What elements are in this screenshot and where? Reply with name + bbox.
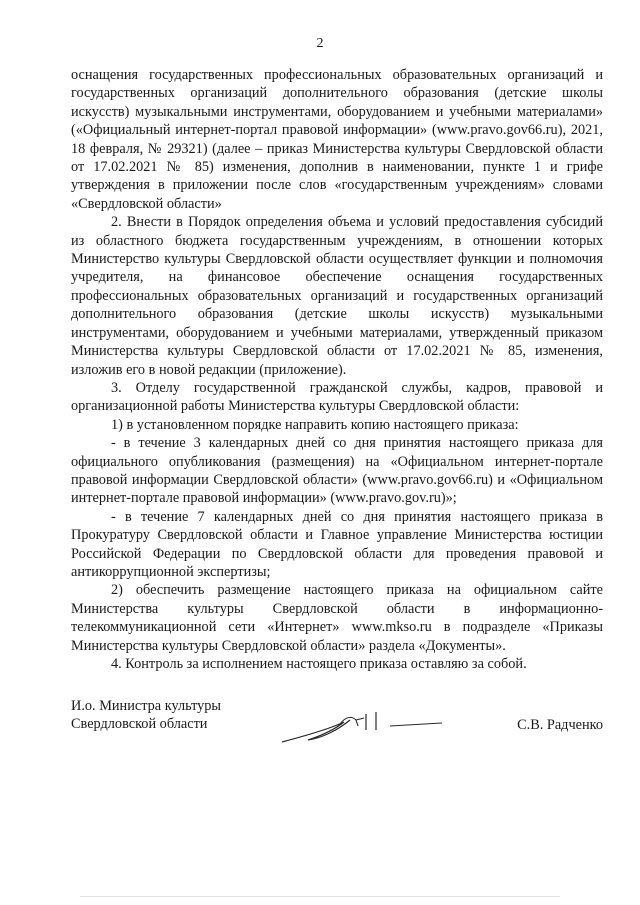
scan-edge-artifact — [80, 896, 560, 897]
paragraph-subitem-2: 2) обеспечить размещение настоящего приказа на официальном сайте Министерства культуры Свердловской области в информационно-телекоммуникационной сети «Интернет» www.mkso.ru в подразделе «Приказы Министерства культуры Свердловской области» раздела «Документы». — [71, 582, 603, 654]
signatory-position-line2: Свердловской области — [71, 716, 208, 733]
paragraph-item-2: 2. Внести в Порядок определения объема и условий предоставления субсидий из областного бюджета государственным учреждениям, в отношении которых Министерство культуры Свердловской области осуществляет функции и полномочия учредителя, на финансовое обеспечение оснащения государственных профессиональных образовательных организаций и государственных организаций дополнительного образования (детские школы искусств) музыкальными инструментами, оборудованием и учебными материалами, утвержденный приказом Министерства культуры Свердловской области от 17.02.2021 № 85, изменения, изложив его в новой редакции (приложение). — [71, 214, 603, 378]
signatory-position — [71, 697, 221, 734]
paragraph-continuation: оснащения государственных профессиональных образовательных организаций и государственных организаций дополнительного образования (детские школы искусств) музыкальными инструментами, оборудованием и учебными материалами» («Официальный интернет-портал правовой информации» (www.pravo.gov66.ru), 2021, 18 февраля, № 29321) (далее – приказ Министерства культуры Свердловской области от 17.02.2021 № 85) изменения, дополнив в наименовании, пункте 1 и грифе утверждения в приложении после слов «государственным учреждениям» словами «Свердловской области» — [71, 67, 603, 212]
paragraph-item-4: 4. Контроль за исполнением настоящего приказа оставляю за собой. — [111, 656, 527, 672]
signatory-name: С.В. Радченко — [517, 717, 603, 733]
document-body — [71, 66, 603, 673]
paragraph-subitem-1: 1) в установленном порядке направить копию настоящего приказа: — [111, 416, 519, 433]
signatory-position-line1: И.о. Министра культуры — [71, 698, 222, 714]
paragraph-bullet-prosecutor: - в течение 7 календарных дней со дня принятия настоящего приказа в Прокуратуру Свердловской области и Главное управление Министерства юстиции Российской Федерации по Свердловской области для проведения правовой и антикоррупционной экспертизы; — [71, 508, 603, 580]
page-number: 2 — [316, 36, 324, 51]
paragraph-item-3: 3. Отделу государственной гражданской службы, кадров, правовой и организационной работы Министерства культуры Свердловской области: — [71, 379, 603, 415]
handwritten-signature — [272, 700, 462, 760]
paragraph-bullet-publication: - в течение 3 календарных дней со дня принятия настоящего приказа для официального опубликования (размещения) на «Официальном интернет-портале правовой информации Свердловской области» (www.pravo.gov66.ru) и «Официальном интернет-портале правовой информации» (www.pravo.gov.ru)»; — [71, 435, 603, 507]
